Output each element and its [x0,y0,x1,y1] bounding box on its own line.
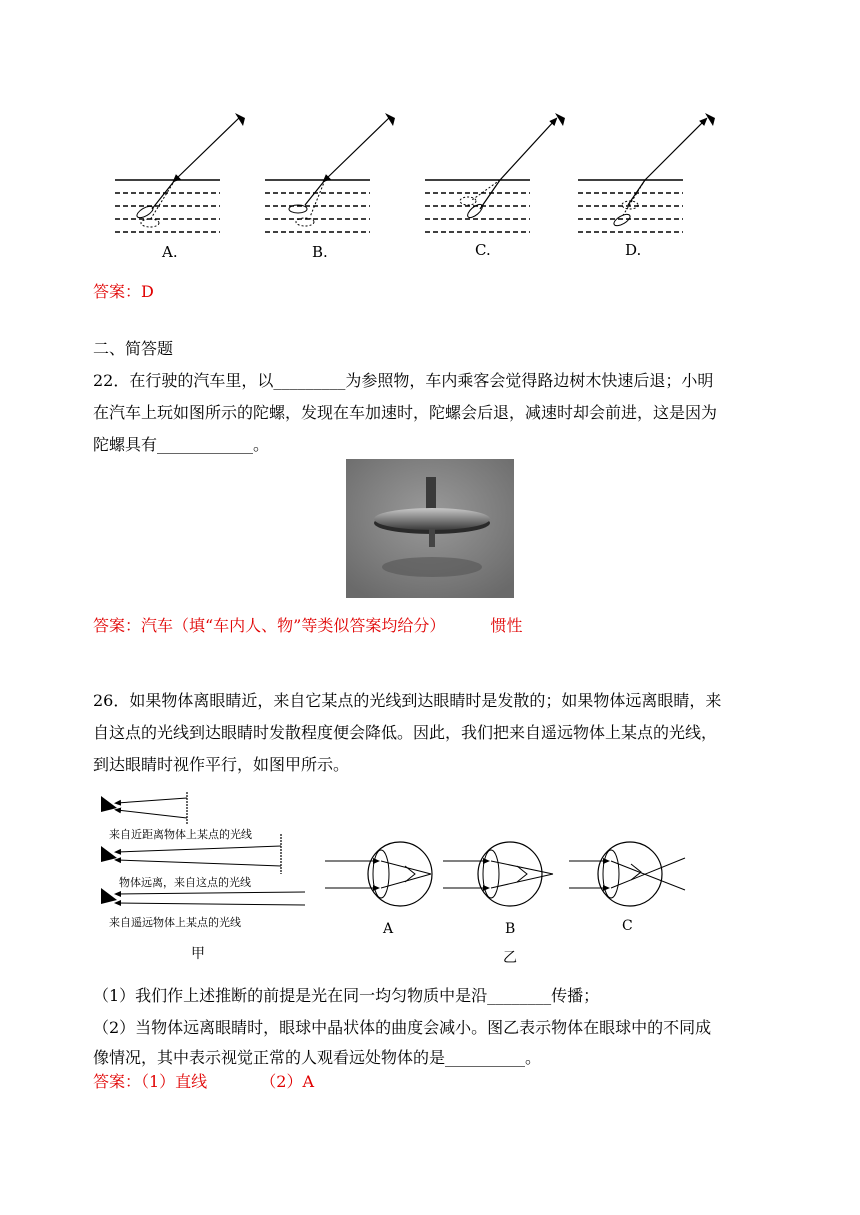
q22-line-2: 在汽车上玩如图所示的陀螺，发现在车加速时，陀螺会后退，减速时却会前进，这是因为 [93,403,718,422]
yi-label-a: A [383,921,394,937]
q26-sub-2-line-2: 像情况，其中表示视觉正常的人观看远处物体的是__________。 [93,1048,542,1067]
spinning-top-photo [346,459,514,598]
figure-yi [325,818,705,968]
q22-answer-part-1: 答案：汽车（填“车内人、物”等类似答案均给分） [93,616,446,635]
q21-figure [100,105,740,270]
jia-label-1: 来自近距离物体上某点的光线 [109,828,252,841]
yi-caption: 乙 [503,950,517,966]
q21-answer: 答案：D [93,282,154,301]
q26-line-2: 自这点的光线到达眼睛时发散程度便会降低。因此，我们把来自遥远物体上某点的光线， [93,723,718,742]
section-title: 二、简答题 [93,339,174,358]
jia-label-2: 物体远离，来自这点的光线 [119,876,251,889]
figure-jia [95,788,310,968]
yi-label-b: B [505,921,516,937]
q26-sub-2-line-1: （2）当物体远离眼睛时，眼球中晶状体的曲度会减小。图乙表示物体在眼球中的不同成 [93,1018,712,1037]
option-d-diagram [578,113,715,232]
eye-c-diagram [569,842,685,906]
option-a-diagram [115,113,245,232]
q22-answer-part-2: 惯性 [490,616,523,635]
q26-answer-part-2: （2）A [260,1072,315,1091]
q26-line-3: 到达眼睛时视作平行，如图甲所示。 [93,755,350,774]
q22-line-3: 陀螺具有____________。 [93,435,270,454]
option-c-label: C. [475,241,491,259]
q26-answer-part-1: 答案：（1）直线 [93,1072,208,1091]
jia-label-3: 来自遥远物体上某点的光线 [109,916,241,929]
option-a-label: A. [162,243,178,261]
q26-line-1: 26．如果物体离眼睛近，来自它某点的光线到达眼睛时是发散的；如果物体远离眼睛，来 [93,691,722,710]
option-d-label: D. [625,241,642,259]
q26-answer [93,1066,783,1098]
option-b-diagram [265,113,395,232]
yi-label-c: C [622,918,633,934]
option-c-diagram [425,113,565,232]
jia-caption: 甲 [191,946,205,962]
q22-line-1: 22．在行驶的汽车里，以_________为参照物，车内乘客会觉得路边树木快速后退；小明 [93,371,714,390]
eye-b-diagram [443,842,553,906]
eye-icon [101,796,117,812]
option-b-label: B. [312,243,328,261]
eye-a-diagram [325,842,432,906]
q26-sub-1: （1）我们作上述推断的前提是光在同一均匀物质中是沿________传播； [93,986,600,1005]
q22-answer [93,610,783,642]
